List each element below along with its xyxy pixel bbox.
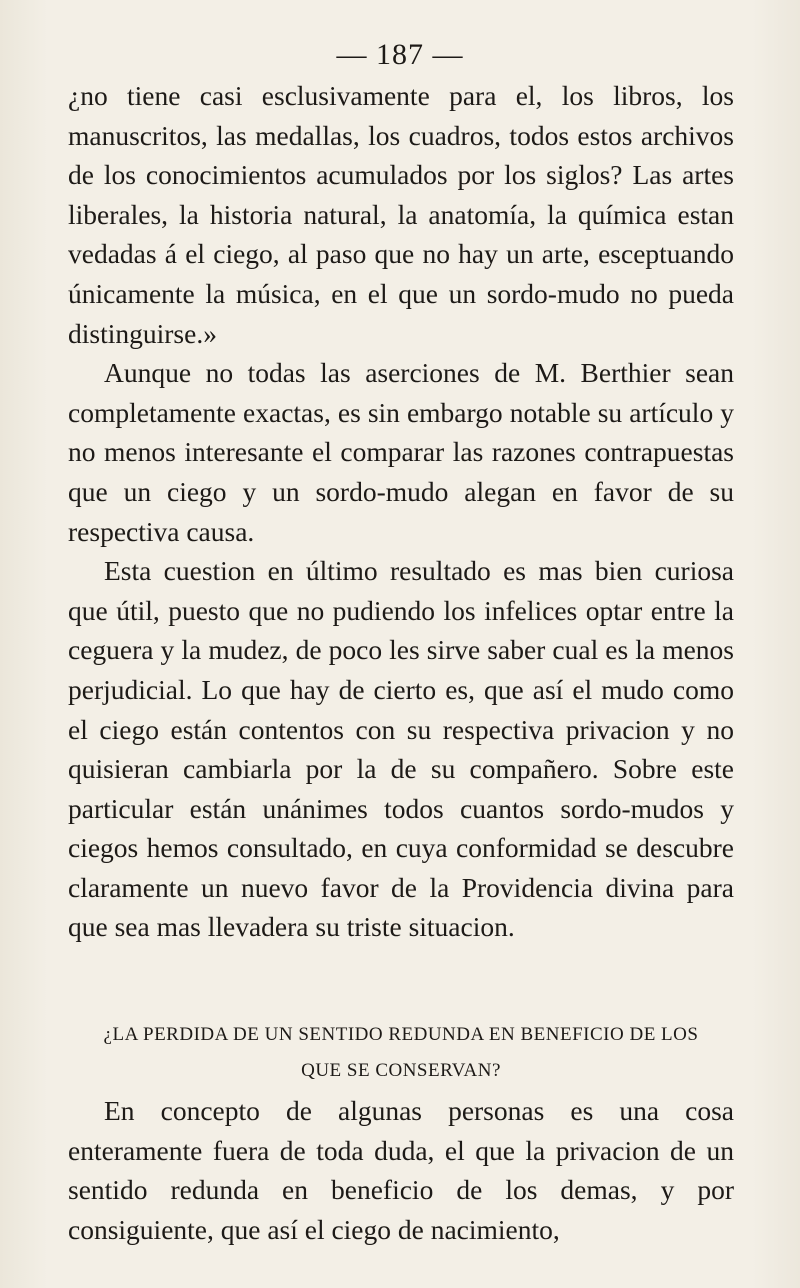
paragraph-continuation: ¿no tiene casi esclusivamente para el, los libros, los manuscritos, las medallas, los cuadros, todos estos archivos de los conocimientos acumulados por los siglos? Las artes liberales, la historia natural, la anatomía, la química estan vedadas á el ciego, al paso que no hay un arte, esceptuando únicamente la música, en el que un sordo-mudo no pueda distinguirse.» xyxy=(68,80,734,349)
section-body xyxy=(68,1091,734,1249)
section-heading-line-2: QUE SE CONSERVAN? xyxy=(301,1060,501,1081)
paragraph-berthier: Aunque no todas las aserciones de M. Berthier sean completamente exactas, es sin embargo notable su artículo y no menos interesante el comparar las razones contrapuestas que un ciego y un sordo-mudo alegan en favor de su respectiva causa. xyxy=(68,357,734,547)
main-text-block xyxy=(68,76,734,947)
paragraph-cuestion: Esta cuestion en último resultado es mas bien curiosa que útil, puesto que no pudiendo los infelices optar entre la ceguera y la mudez, de poco les sirve saber cual es la menos perjudicial. Lo que hay de cierto es, que así el mudo como el ciego están contentos con su respectiva privacion y no quisieran cambiarla por la de su compañero. Sobre este particular están unánimes todos cuantos sordo-mudos y ciegos hemos consultado, en cuya conformidad se descubre claramente un nuevo favor de la Providencia divina para que sea mas llevadera su triste situacion. xyxy=(68,555,734,943)
page-number: — 187 — xyxy=(336,38,464,71)
section-heading xyxy=(68,1017,734,1089)
paragraph-concepto: En concepto de algunas personas es una cosa enteramente fuera de toda duda, el que la privacion de un sentido redunda en beneficio de los demas, y por consiguiente, que así el ciego de nacimiento, xyxy=(68,1095,734,1245)
section-heading-line-1: ¿LA PERDIDA DE UN SENTIDO REDUNDA EN BENEFICIO DE LOS xyxy=(103,1024,699,1045)
